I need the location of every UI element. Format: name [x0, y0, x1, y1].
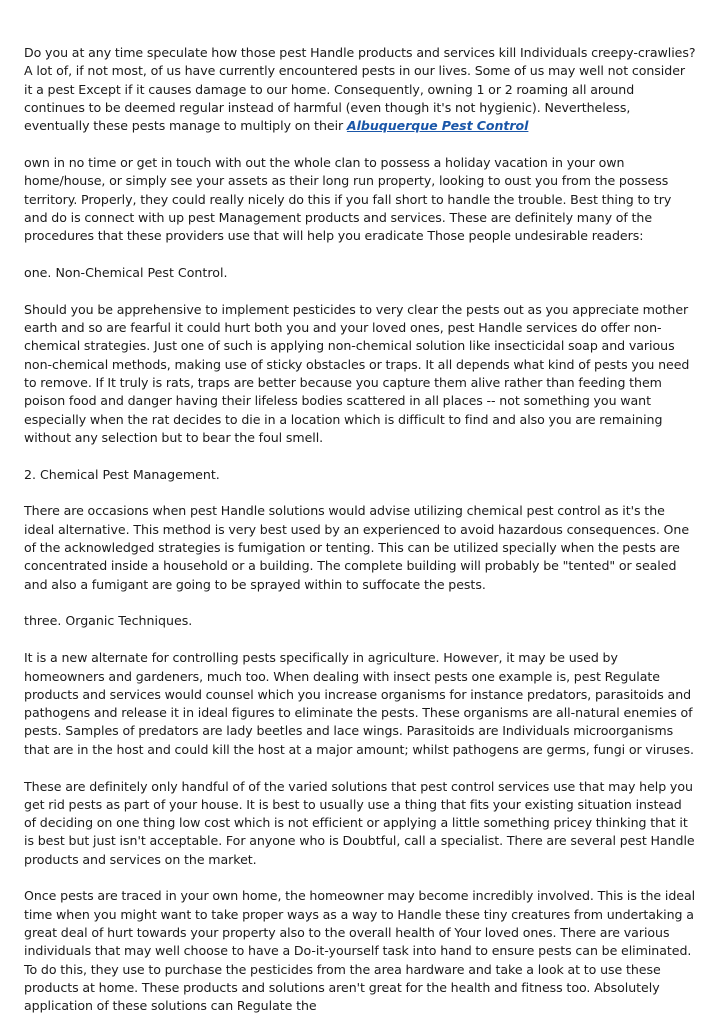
paragraph-continuation: own in no time or get in touch with out the whole clan to possess a holiday vacation in your own home/house, or simply see your assets as their long run property, looking to oust you from the possess territory. Properly, they could really nicely do this if you fall short to handle the trouble. Best thing to try and do is connect with up pest Management products and services. These are definitely many of the procedures that these providers use that will help you eradicate Those people undesirable readers: [24, 154, 672, 244]
section-heading-non-chemical: one. Non-Chemical Pest Control. [24, 264, 228, 280]
paragraph-non-chemical: Should you be apprehensive to implement pesticides to very clear the pests out as you appreciate mother earth and so are fearful it could hurt both you and your loved ones, pest Handle services do offer non-chemical strategies. Just one of such is applying non-chemical solution like insecticidal soap and various non-chemical methods, making use of sticky obstacles or traps. It all depends what kind of pests you need to remove. If It truly is rats, traps are better because you capture them alive rather than feeding them poison food and danger having their lifeless bodies scattered in all places -- not something you want especially when the rat decides to die in a location which is difficult to find and also you are remaining without any selection but to bear the foul smell. [24, 301, 690, 445]
albuquerque-pest-control-link[interactable]: Albuquerque Pest Control [346, 118, 529, 134]
paragraph-homeowner: Once pests are traced in your own home, the homeowner may become incredibly involved. This is the ideal time when you might want to take proper ways as a way to Handle these tiny creatures from undertaking a great deal of hurt towards your property also to the overall health of Your loved ones. There are various individuals that may well choose to have a Do-it-yourself task into hand to ensure pests can be eliminated. To do this, they use to purchase the pesticides from the area hardware and take a look at to use these products at home. These products and solutions aren't great for the health and fitness too. Absolutely application of these solutions can Regulate the [24, 888, 696, 1014]
paragraph-intro-text: Do you at any time speculate how those pest Handle products and services kill Individuals creepy-crawlies? A lot of, if not most, of us have currently encountered pests in our lives. Some of us may well not consider it a pest Except if it causes damage to our home. Consequently, owning 1 or 2 roaming all around continues to be deemed regular instead of harmful (even though it's not hygienic). Nevertheless, eventually these pests manage to multiply on their [24, 45, 696, 134]
section-heading-organic: three. Organic Techniques. [24, 613, 193, 629]
paragraph-organic: It is a new alternate for controlling pests specifically in agriculture. However, it may be used by homeowners and gardeners, much too. When dealing with insect pests one example is, pest Regulate products and services would counsel which you increase organisms for instance predators, parasitoids and pathogens and release it in ideal figures to eliminate the pests. These organisms are all-natural enemies of pests. Samples of predators are lady beetles and lace wings. Parasitoids are Individuals microorganisms that are in the host and could kill the host at a major amount; whilst pathogens are germs, fungi or viruses. [24, 650, 694, 757]
section-heading-chemical: 2. Chemical Pest Management. [24, 466, 220, 482]
paragraph-summary: These are definitely only handful of of the varied solutions that pest control services use that may help you get rid pests as part of your house. It is best to usually use a thing that fits your existing situation instead of deciding on one thing low cost which is not efficient or applying a little something pricey thinking that it is best but just isn't acceptable. For anyone who is Doubtful, call a specialist. There are several pest Handle products and services on the market. [24, 778, 695, 867]
paragraph-intro [24, 44, 696, 135]
paragraph-chemical: There are occasions when pest Handle solutions would advise utilizing chemical pest control as it's the ideal alternative. This method is very best used by an experienced to avoid hazardous consequences. One of the acknowledged strategies is fumigation or tenting. This can be utilized specially when the pests are concentrated inside a household or a building. The complete building will probably be "tented" or sealed and also a fumigant are going to be sprayed within to suffocate the pests. [24, 503, 690, 592]
